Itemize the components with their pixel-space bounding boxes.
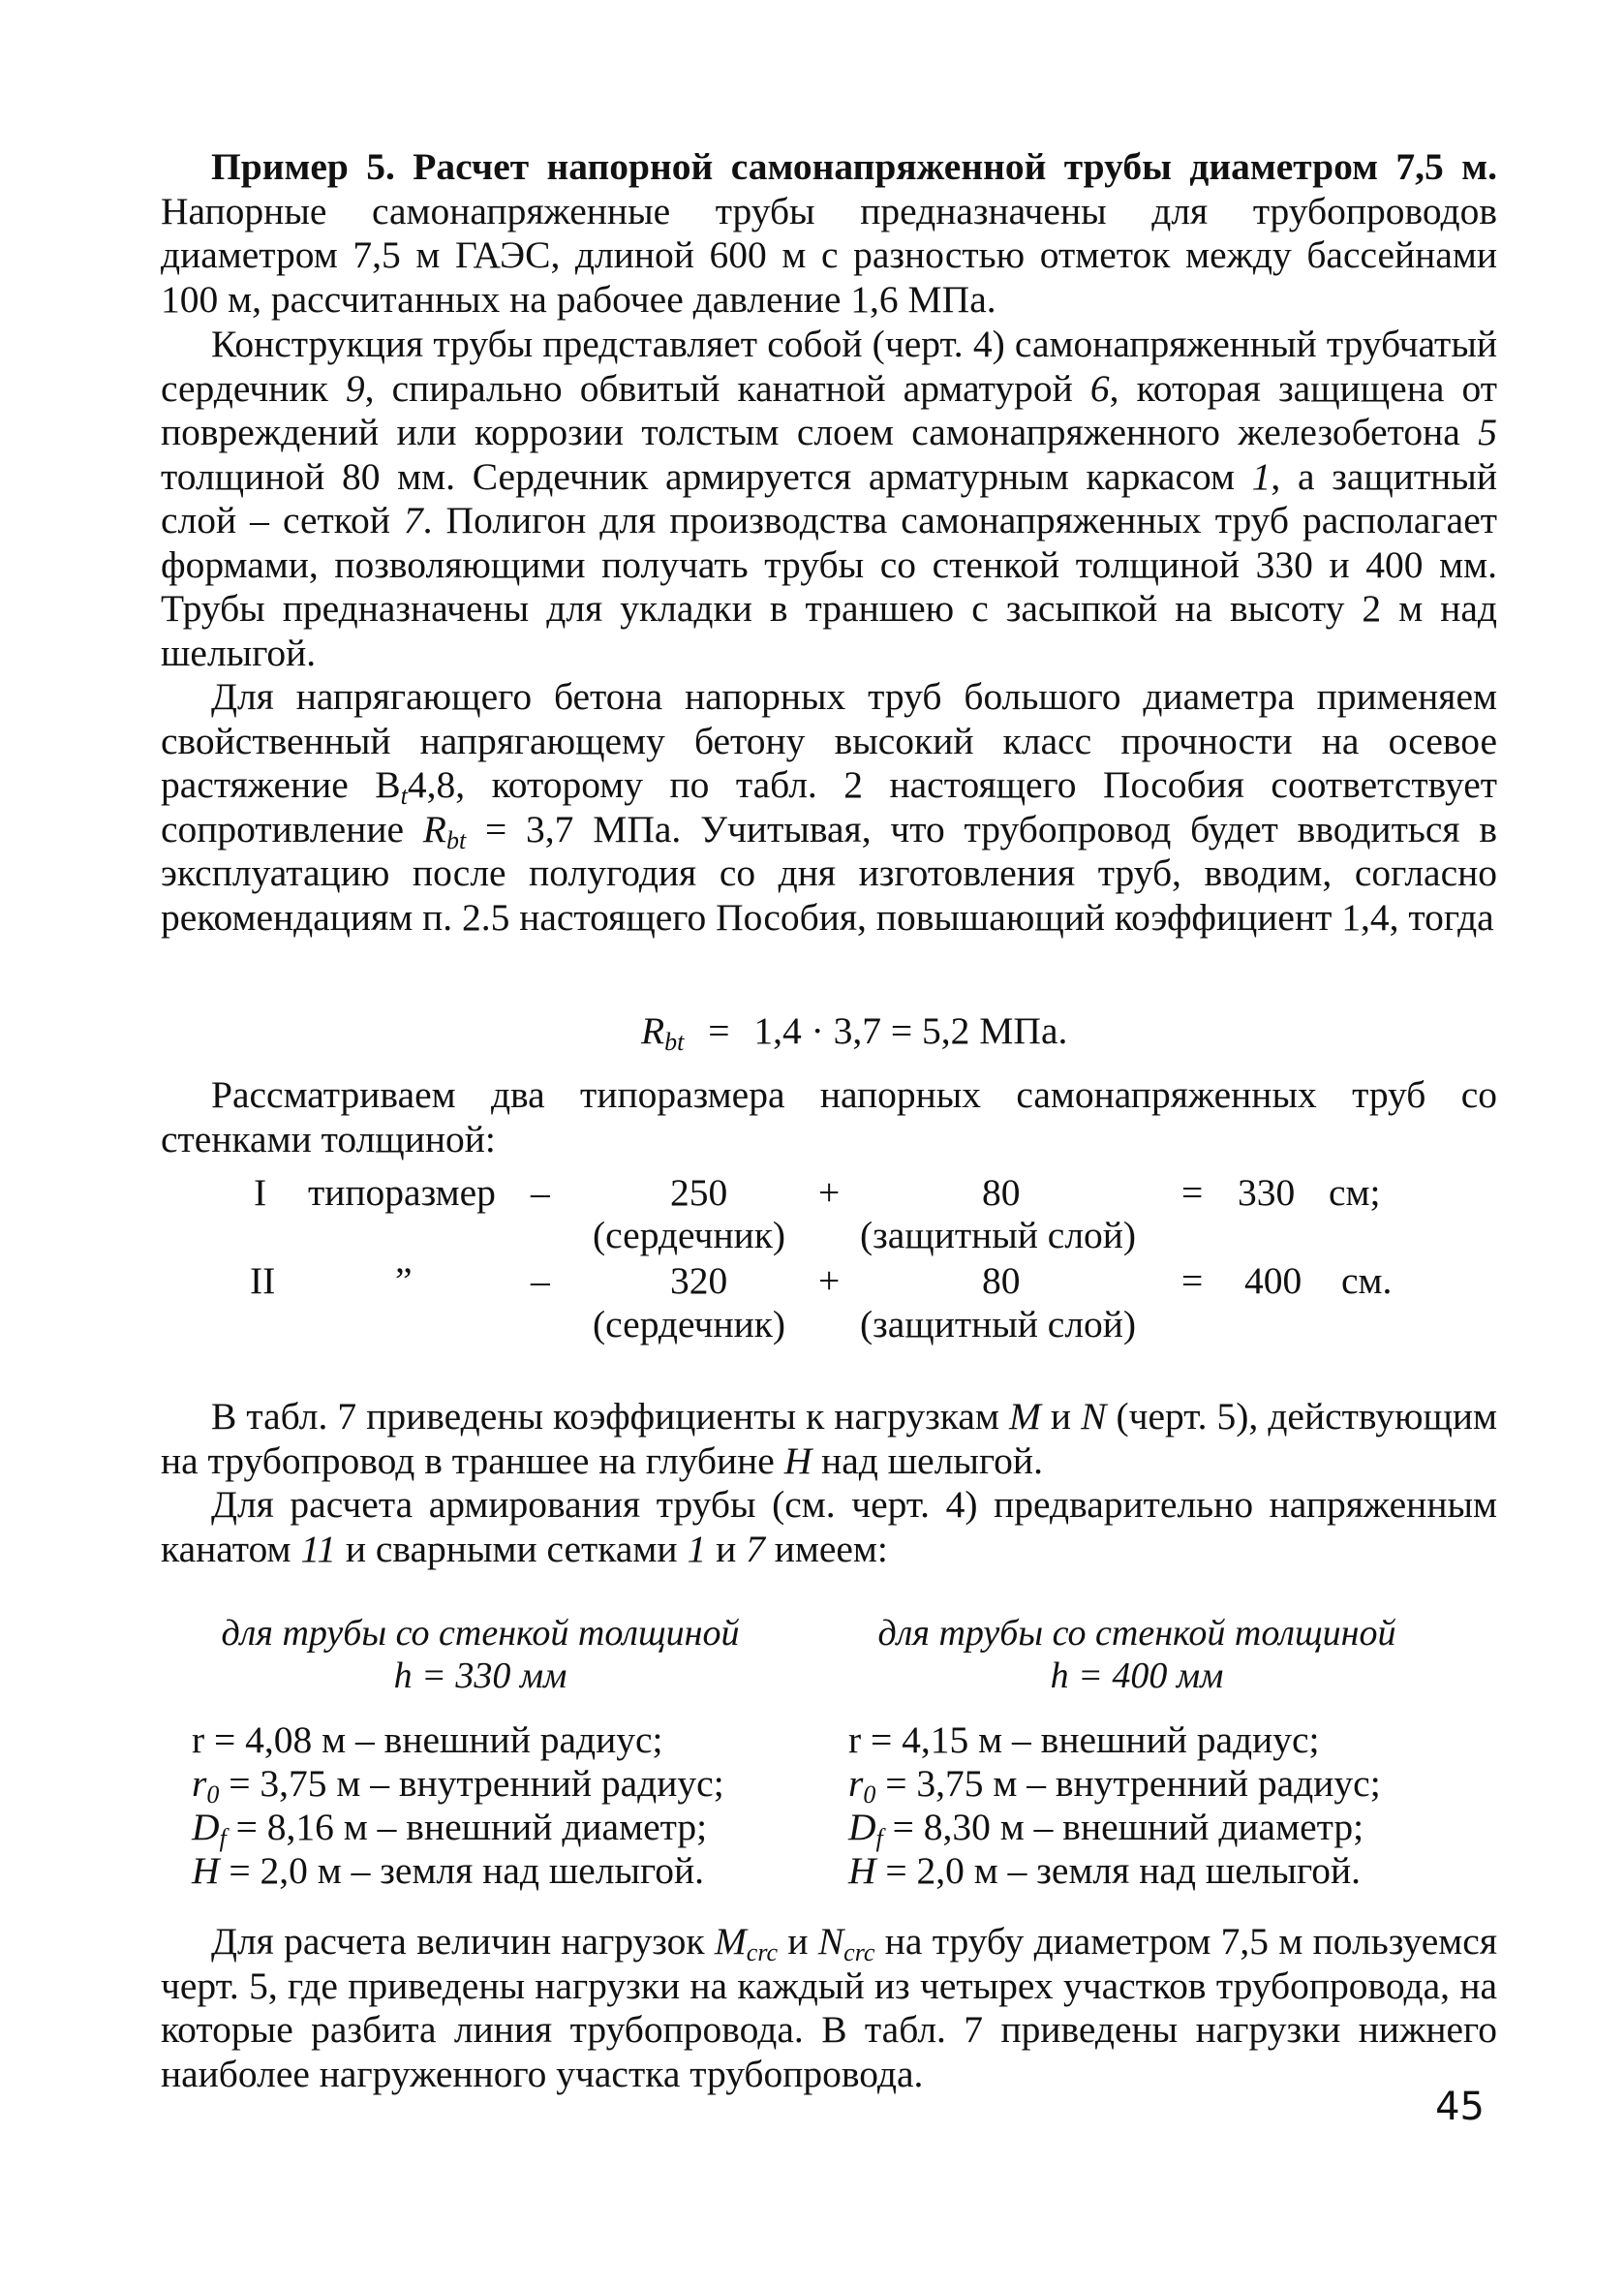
- paragraph-two-sizes: Рассматриваем два типоразмера напорных самонапряженных труб со стенками толщиной:: [161, 1073, 1497, 1160]
- paragraph-load-calculation: Для расчета величин нагрузок $M_{crc}$ и $N_{crc}$ на трубу диаметром 7,5 м пользуемся черт. 5, где приведены нагрузки на каждый из четырех участков трубопровода, на которые разбита линия трубопровода. В табл. 7 приведены нагрузки нижнего наиболее нагруженного участка трубопровода.: [161, 1920, 1497, 2095]
- paragraph-construction: Конструкция трубы представляет собой (черт. 4) самонапряженный трубчатый сердечник 9, спирально обвитый канатной арматурой 6, которая защищена от повреждений или коррозии толстым слоем самонапряженного железобетона 5 толщиной 80 мм. Сердечник армируется арматурным каркасом 1, а защитный слой – сеткой 7. Полигон для производства самонапряженных труб располагает формами, позволяющими получать трубы со стенкой толщиной 330 и 400 мм. Трубы предназначены для укладки в траншею с засыпкой на высоту 2 м над шелыгой.: [161, 323, 1497, 674]
- paragraph-reinforcement: Для расчета армирования трубы (см. черт. 4) предварительно напряженным канатом 11 и сварными сетками 1 и 7 имеем:: [161, 1483, 1497, 1570]
- paragraph-load-coefficients: В табл. 7 приведены коэффициенты к нагрузкам M и N (черт. 5), действующим на трубопровод в траншее на глубине H над шелыгой.: [161, 1395, 1498, 1482]
- example-heading: Пример 5. Расчет напорной самонапряженной трубы диаметром 7,5 м.: [211, 145, 1497, 188]
- example-intro: Напорные самонапряженные трубы предназначены для трубопроводов диаметром 7,5 м ГАЭС, длиной 600 м с разностью отметок между бассейнами 100 м, рассчитанных на рабочее давление 1,6 МПа.: [161, 189, 1497, 321]
- paragraph-example-title: [161, 145, 1497, 322]
- formula-rbt: $R_{bt} = 1,4 \cdot 3,7 = 5,2$ МПа.: [641, 1009, 1068, 1056]
- document-page: Пример 5. Расчет напорной самонапряженной трубы диаметром 7,5 м. Напорные самонапряженные трубы предназначены для трубопроводов диаметром 7,5 м ГАЭС, длиной 600 м с разностью отметок между бассейнами 100 м, рассчитанных на рабочее давление 1,6 МПа. Конструкция трубы представляет собой (черт. 4) самонапряженный трубчатый сердечник 9, спирально обвитый канатной арматурой 6, которая защищена от повреждений или коррозии толстым слоем самонапряженного железобетона 5 толщиной 80 мм. Сердечник армируется арматурным каркасом 1, а защитный слой – сеткой 7. Полигон для производства самонапряженных труб располагает формами, позволяющими получать трубы со стенкой толщиной 330 и 400 мм. Трубы предназначены для укладки в траншею с засыпкой на высоту 2 м над шелыгой. Для напрягающего бетона напорных труб большого диаметра применяем свойственный напрягающему бетону высокий класс прочности на осевое растяжение $B_t4,8$, которому по табл. 2 настоящего Пособия соответствует сопротивление $R_{bt} = 3,7$ МПа. Учитывая, что трубопровод будет вводиться в эксплуатацию после полугодия со дня изготовления труб, вводим, согласно рекомендациям п. 2.5 настоящего Пособия, повышающий коэффициент 1,4, тогда $R_{bt} = 1,4 \cdot 3,7 = 5,2$ МПа. Рассматриваем два типоразмера напорных самонапряженных труб со стенками толщиной: I типоразмер – 250 + 80 = 330 см; (сердечник) (защитный слой) II ” – 320 + 80 = 400 см. (сердечник) (защитный слой) В табл. 7 приведены коэффициенты к нагрузкам M и N (черт. 5), действующим на трубопровод в траншее на глубине H над шелыгой. Для расчета армирования трубы (см. черт. 4) предварительно напряженным канатом 11 и сварными сетками 1 и 7 имеем: для трубы со стенкой толщиной h = 330 мм r = 4,08 м – внешний радиус; $r_0 = 3,75$ м – внутренний радиус; $D_f = 8,16$ м – внешний диаметр; H = 2,0 м – земля над шелыгой. для трубы со стенкой толщиной h = 400 мм r = 4,15 м – внешний радиус; $r_0 = 3,75$ м – внутренний радиус; $D_f = 8,30$ м – внешний диаметр; H = 2,0 м – земля над шелыгой. Для расчета величин нагрузок $M_{crc}$ и $N_{crc}$ на трубу диаметром 7,5 м пользуемся черт. 5, где приведены нагрузки на каждый из четырех участков трубопровода, на которые разбита линия трубопровода. В табл. 7 приведены нагрузки нижнего наиболее нагруженного участка трубопровода. 45: [161, 145, 1498, 2129]
- page-number: 45: [1435, 2085, 1485, 2129]
- paragraph-concrete-strength: Для напрягающего бетона напорных труб большого диаметра применяем свойственный напрягающему бетону высокий класс прочности на осевое растяжение $B_t4,8$, которому по табл. 2 настоящего Пособия соответствует сопротивление $R_{bt} = 3,7$ МПа. Учитывая, что трубопровод будет вводиться в эксплуатацию после полугодия со дня изготовления труб, вводим, согласно рекомендациям п. 2.5 настоящего Пособия, повышающий коэффициент 1,4, тогда: [161, 675, 1497, 939]
